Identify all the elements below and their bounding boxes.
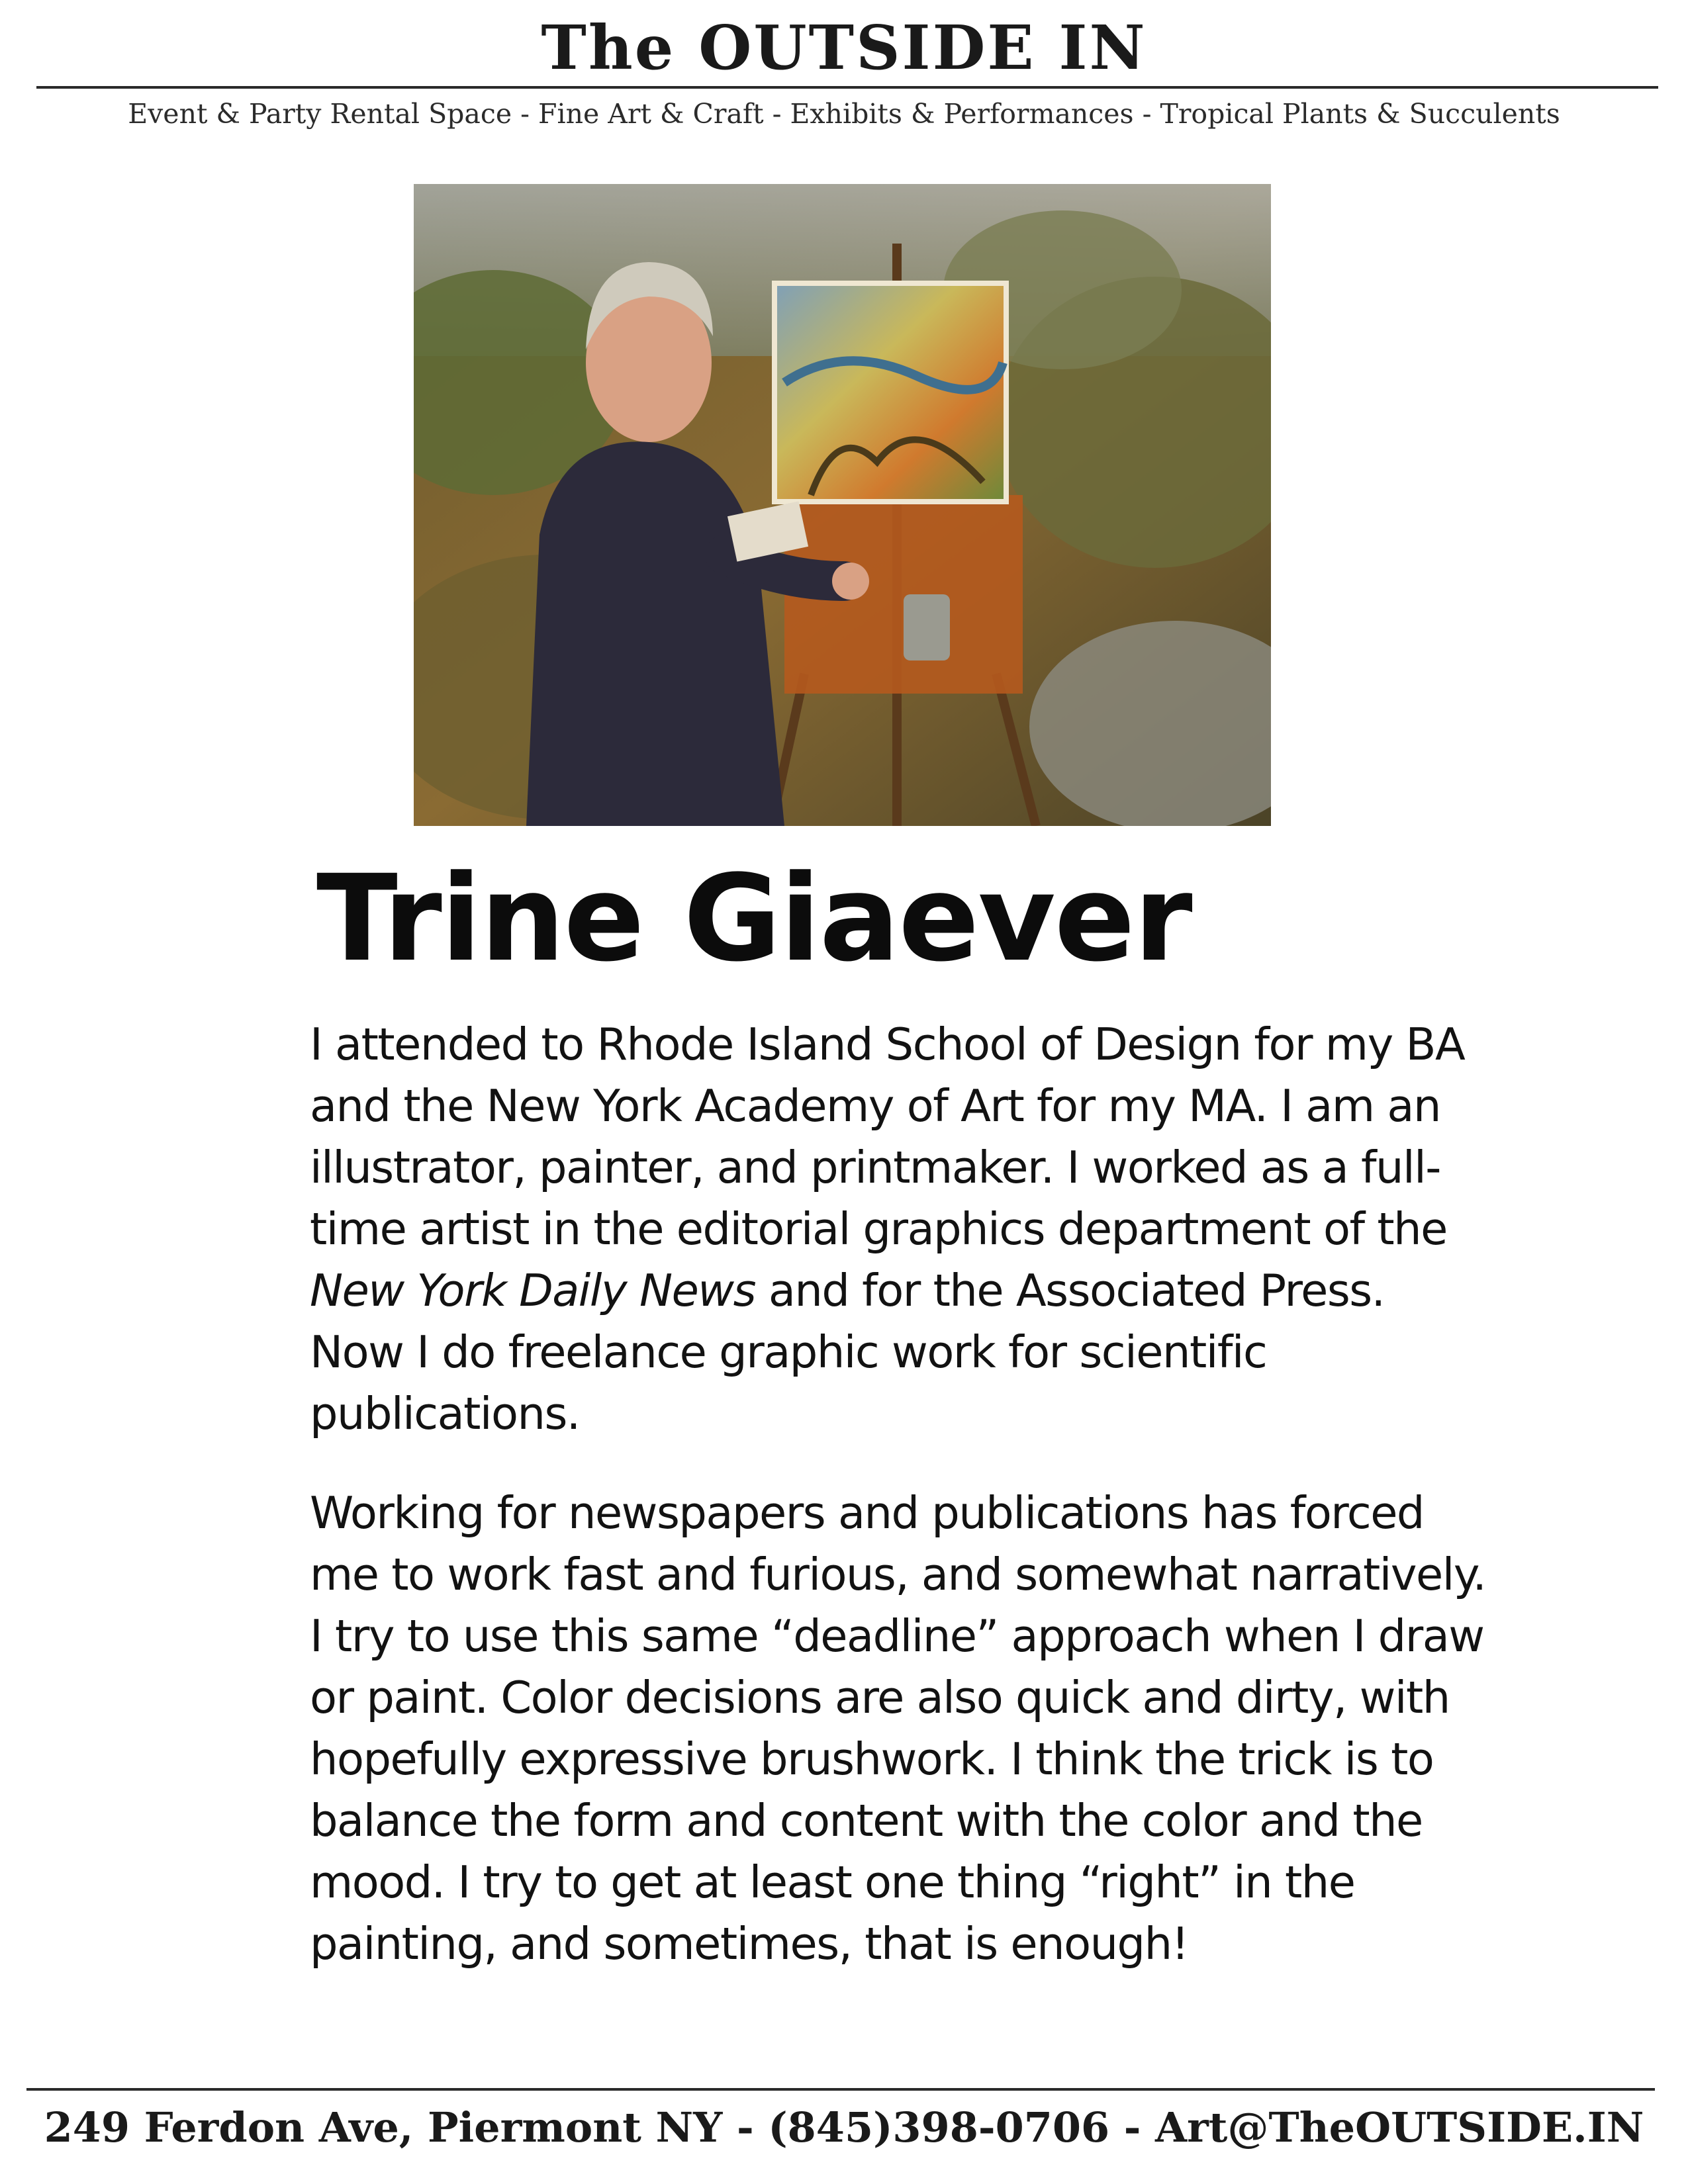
masthead-title: The OUTSIDE IN [541, 12, 1147, 83]
artist-photo [414, 184, 1271, 826]
footer-divider [26, 2088, 1655, 2091]
bio-paragraph-1 [310, 1014, 1488, 1445]
tagline: Event & Party Rental Space - Fine Art & Craft - Exhibits & Performances - Tropical Plants & Succulents [128, 98, 1560, 130]
footer-contact: 249 Ferdon Ave, Piermont NY - (845)398-0706 - Art@TheOUTSIDE.IN [44, 2103, 1644, 2152]
header-divider [36, 86, 1658, 89]
bio-publication-name: New York Daily News [310, 1265, 756, 1316]
bio-p1-part2: and for the Associated Press. Now I do freelance graphic work for scientific publications. [310, 1265, 1385, 1439]
bio-p1-part1: I attended to Rhode Island School of Design for my BA and the New York Academy of Art for my MA. I am an illustrator, painter, and printmaker. I worked as a full-time artist in the editorial graphics department of the [310, 1019, 1465, 1255]
bio-paragraph-2: Working for newspapers and publications has forced me to work fast and furious, and somewhat narratively. I try to use this same “deadline” approach when I draw or paint. Color decisions are also quick and dirty, with hopefully expressive brushwork. I think the trick is to balance the form and content with the color and the mood. I try to get at least one thing “right” in the painting, and sometimes, that is enough! [310, 1487, 1486, 1970]
artist-name: Trine Giaever [316, 850, 1192, 988]
